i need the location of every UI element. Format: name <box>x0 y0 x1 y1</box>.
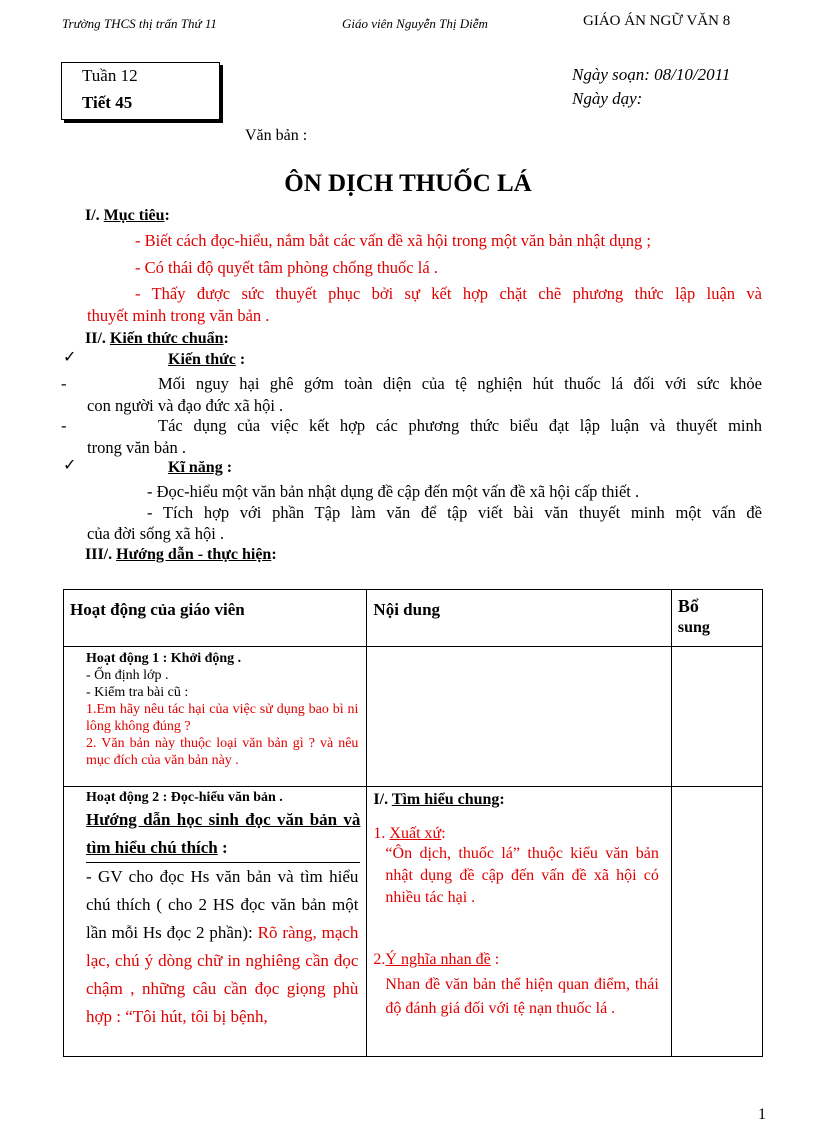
activity-1-line: - Kiểm tra bài cũ : <box>86 685 189 700</box>
section-1-heading: I/. Mục tiêu: <box>85 207 170 224</box>
origin-text: “Ôn dịch, thuốc lá” thuộc kiểu văn bản nhật dụng đề cập đến vấn đề xã hội có nhiều tác hại . <box>385 845 659 906</box>
knowledge-1: Mối nguy hại ghê gớm toàn diện của tệ nghiện hút thuốc lá đối với sức khỏe <box>158 374 762 393</box>
date-taught: Ngày dạy: <box>572 89 643 108</box>
objective-3-cont: thuyết minh trong văn bản . <box>87 306 270 325</box>
question-2: 2. Văn bản này thuộc loại văn bản gì ? và nêu mục đích của văn bản này . <box>86 736 359 768</box>
origin-heading: 1. Xuất xứ: <box>373 825 446 842</box>
question-1: 1.Em hãy nêu tác hại của việc sử dụng bao bì ni lông không đúng ? <box>86 702 359 734</box>
meaning-text: Nhan đề văn bản thể hiện quan điểm, thái độ đánh giá đối với tệ nạn thuốc lá . <box>385 976 659 1017</box>
page-title: ÔN DỊCH THUỐC LÁ <box>284 170 532 197</box>
activity-2-title: Hoạt động 2 : Đọc-hiểu văn bản . <box>86 790 283 805</box>
week-label: Tuần 12 <box>82 66 138 85</box>
skill-2: - Tích hợp với phần Tập làm văn để tập viết bài văn thuyết minh một vấn đề <box>147 503 762 522</box>
date-prepared: Ngày soạn: 08/10/2011 <box>572 65 731 84</box>
dash-marker: - <box>61 374 67 393</box>
check-icon: ✓ <box>63 349 77 366</box>
skill-1: - Đọc-hiểu một văn bản nhật dụng đề cập đến một vấn đề xã hội cấp thiết . <box>147 482 640 501</box>
table-row <box>64 647 763 787</box>
knowledge-1-cont: con người và đạo đức xã hội . <box>87 396 284 415</box>
content-2-cell <box>367 787 671 1057</box>
table-header-row <box>64 590 763 647</box>
page-number: 1 <box>758 1106 766 1123</box>
knowledge-heading: Kiến thức : <box>168 351 246 368</box>
dates-block <box>572 63 730 111</box>
section-2-heading: II/. Kiến thức chuẩn: <box>85 330 229 347</box>
objective-3: - Thấy được sức thuyết phục bởi sự kết hợp chặt chẽ phương thức lập luận và <box>135 284 762 303</box>
reading-guide: Hướng dẫn học sinh đọc văn bản và tìm hiểu chú thích : <box>86 806 360 863</box>
skill-2-cont: của đời sống xã hội . <box>87 524 225 543</box>
reading-instructions: - GV cho đọc Hs văn bản và tìm hiểu chú thích ( cho 2 HS đọc văn bản một lần mỗi Hs đọc 2 phần): Rõ ràng, mạch lạc, chú ý dòng chữ in nghiêng cần đọc chậm , những câu cần đọc giọng phù hợp : “Tôi hút, tôi bị bệnh, <box>86 867 359 1026</box>
content-1-cell <box>367 647 671 787</box>
knowledge-2-cont: trong văn bản . <box>87 438 186 457</box>
knowledge-2: Tác dụng của việc kết hợp các phương thức biểu đạt lập luận và thuyết minh <box>158 416 762 435</box>
activity-2-cell <box>64 787 367 1057</box>
header-supplement: Bổ sung <box>671 590 762 647</box>
table-row <box>64 787 763 1057</box>
lesson-table <box>63 589 763 1057</box>
header-teacher-activity: Hoạt động của giáo viên <box>64 590 367 647</box>
activity-1-line: - Ổn định lớp . <box>86 668 169 683</box>
header-subject: GIÁO ÁN NGỮ VĂN 8 <box>583 13 731 29</box>
objective-2: - Có thái độ quyết tâm phòng chống thuốc lá . <box>135 258 438 277</box>
week-box <box>61 62 220 120</box>
objective-1: - Biết cách đọc-hiểu, nắm bắt các vấn đề xã hội trong một văn bản nhật dụng ; <box>135 231 651 250</box>
check-icon: ✓ <box>63 457 77 474</box>
skills-heading: Kĩ năng : <box>168 459 233 476</box>
header-content: Nội dung <box>367 590 671 647</box>
supplement-2-cell <box>671 787 762 1057</box>
activity-1-cell <box>64 647 367 787</box>
period-label: Tiết 45 <box>82 93 133 112</box>
section-3-heading: III/. Hướng dẫn - thực hiện: <box>85 546 277 563</box>
dash-marker: - <box>61 416 67 435</box>
text-label: Văn bản : <box>245 127 308 144</box>
supplement-1-cell <box>671 647 762 787</box>
header-teacher: Giáo viên Nguyễn Thị Diễm <box>342 16 488 31</box>
activity-1-title: Hoạt động 1 : Khởi động . <box>86 651 242 666</box>
content-heading: I/. Tìm hiểu chung: <box>373 791 505 808</box>
header-school: Trường THCS thị trấn Thứ 11 <box>62 16 217 31</box>
meaning-heading: 2.Ý nghĩa nhan đề : <box>373 951 500 968</box>
